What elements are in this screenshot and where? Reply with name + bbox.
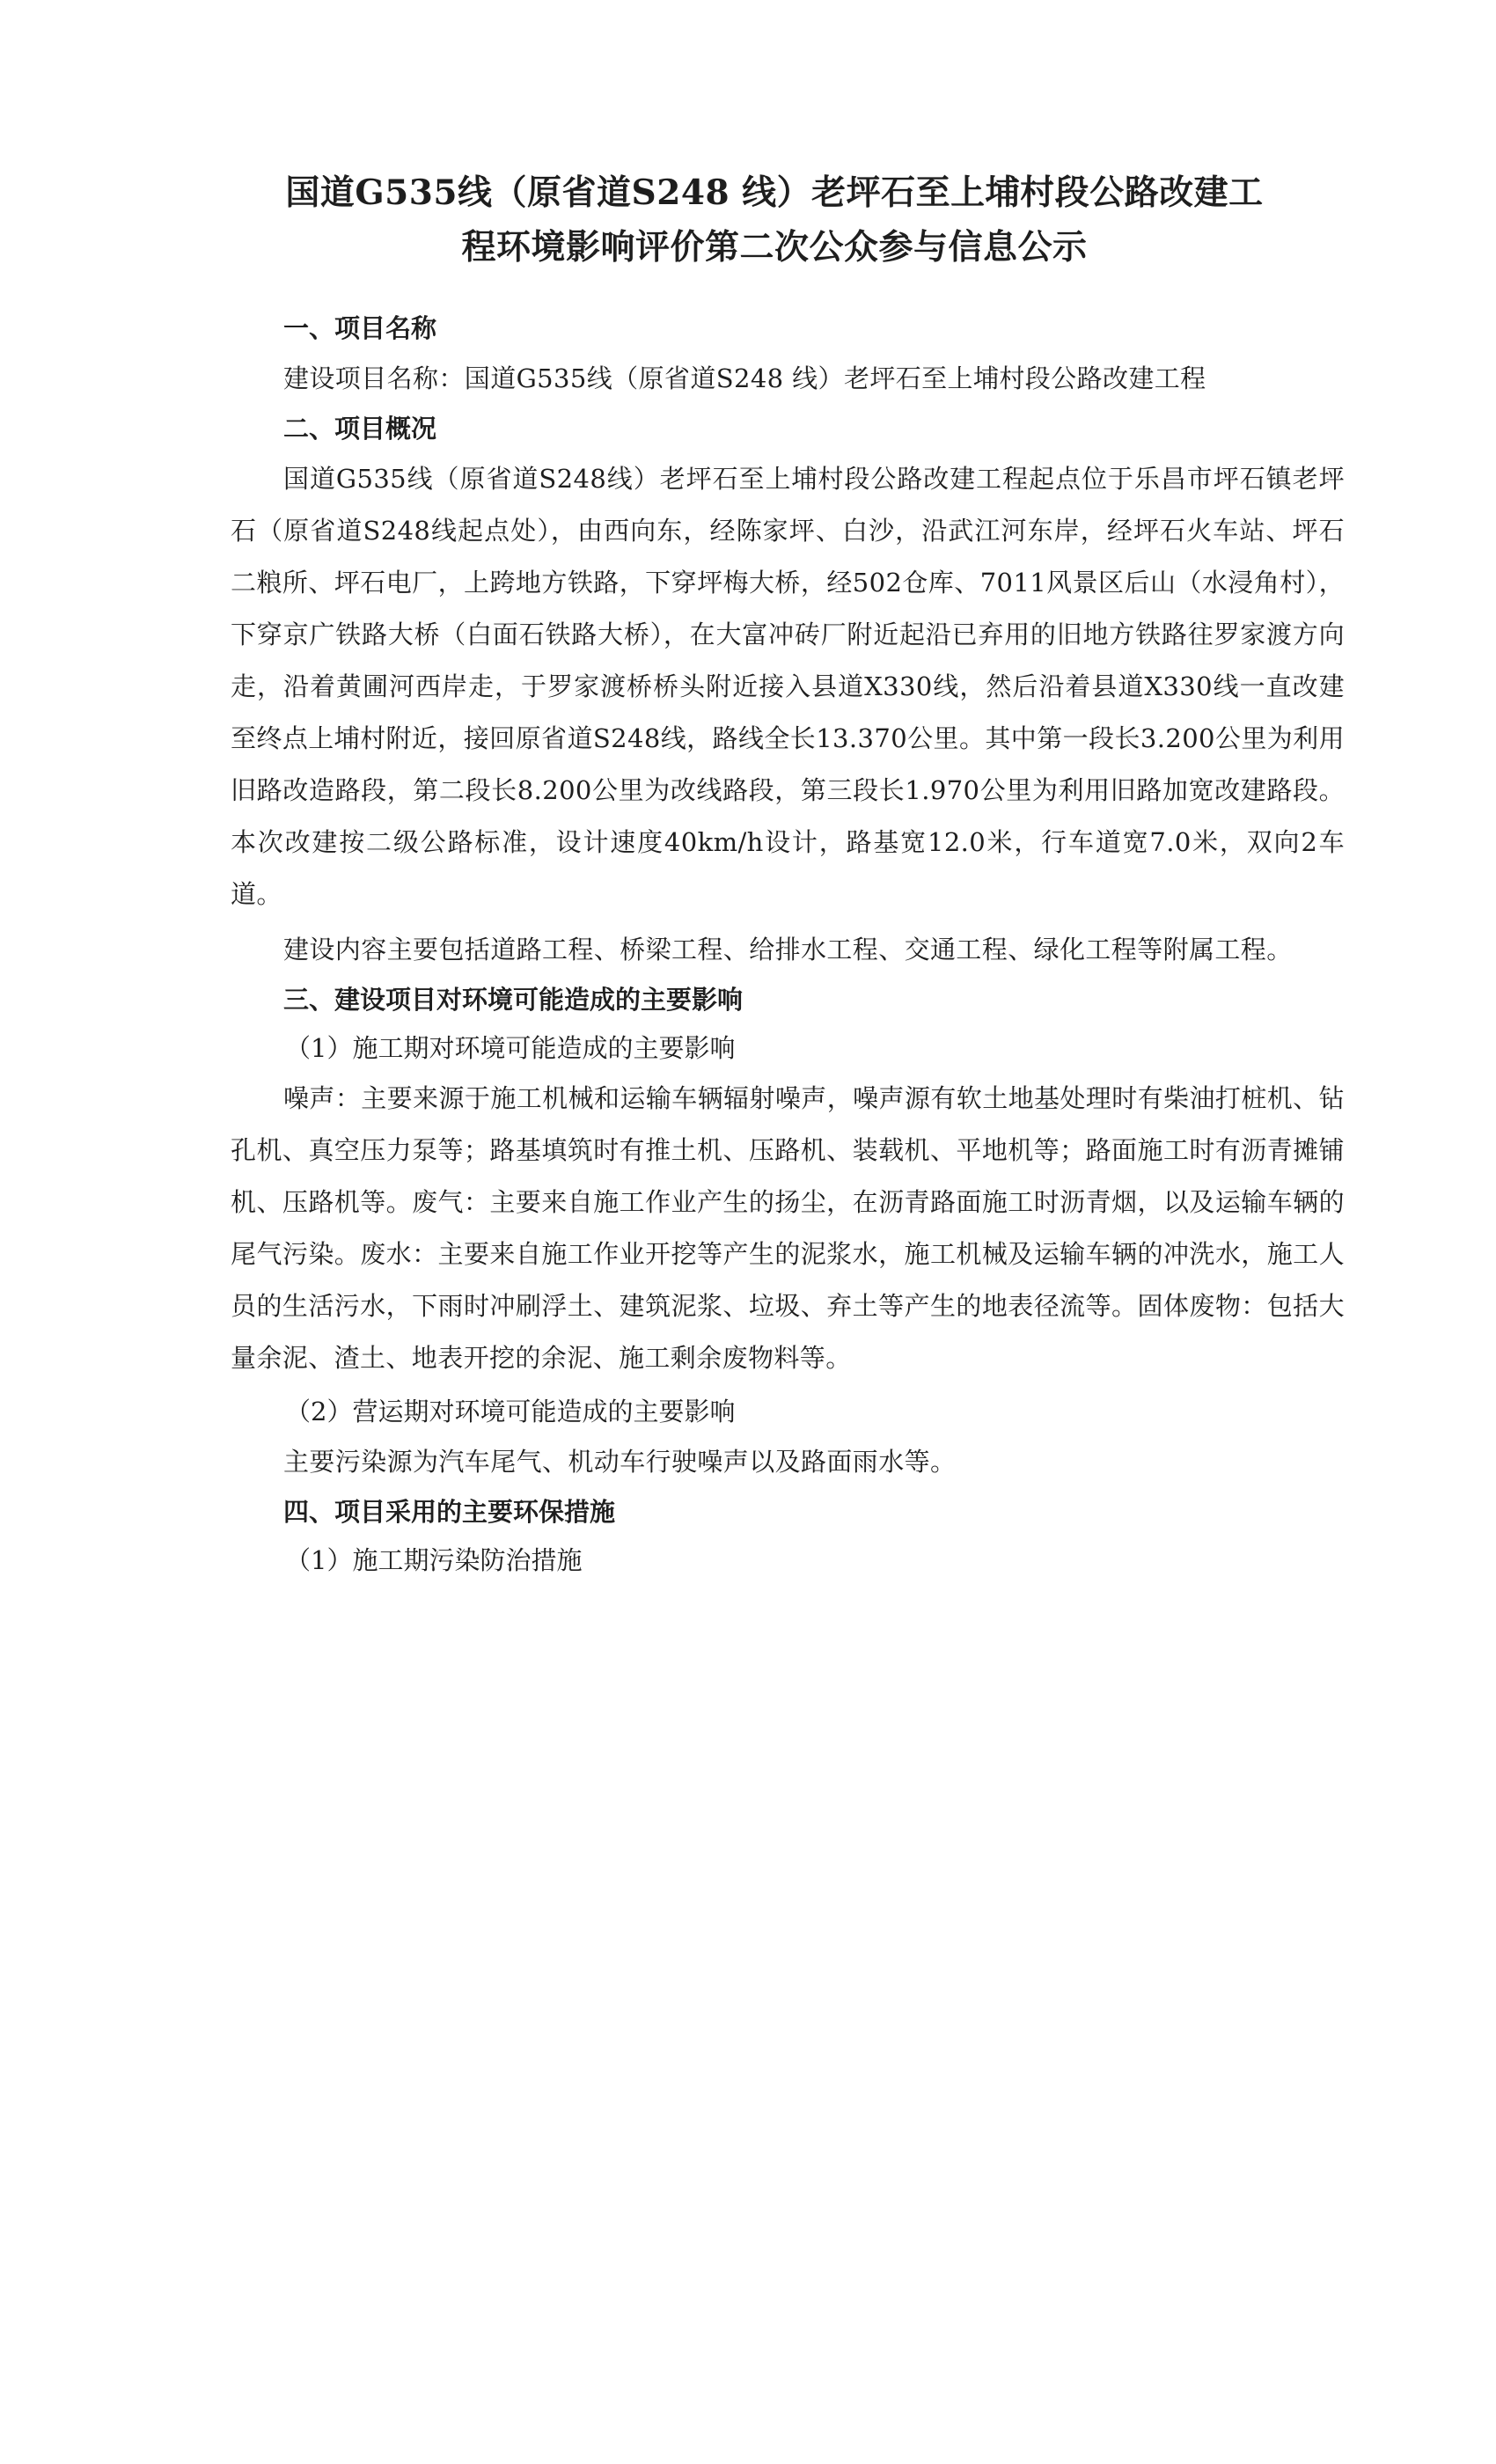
subheading-operation-impact: （2）营运期对环境可能造成的主要影响	[285, 1397, 736, 1426]
section-heading-project-overview: 二、项目概况	[283, 414, 437, 444]
project-overview-paragraph: 国道G535线（原省道S248线）老坪石至上埔村段公路改建工程起点位于乐昌市坪石镇老坪石（原省道S248线起点处），由西向东，经陈家坪、白沙，沿武江河东岸，经坪石火车站、坪石二粮所、坪石电厂，上跨地方铁路，下穿坪梅大桥，经502仓库、7011风景区后山（水浸角村），下穿京广铁路大桥（白面石铁路大桥），在大富冲砖厂附近起沿已弃用的旧地方铁路往罗家渡方向走，沿着黄圃河西岸走，于罗家渡桥桥头附近接入县道X330线，然后沿着县道X330线一直改建至终点上埔村附近，接回原省道S248线，路线全长13.370公里。其中第一段长3.200公里为利用旧路改造路段，第二段长8.200公里为改线路段，第三段长1.970公里为利用旧路加宽改建路段。本次改建按二级公路标准，设计速度40km/h设计，路基宽12.0米，行车道宽7.0米，双向2车道。	[231, 464, 1345, 909]
document-body	[231, 304, 1345, 1585]
construction-impact-paragraph: 噪声：主要来源于施工机械和运输车辆辐射噪声，噪声源有软土地基处理时有柴油打桩机、钻孔机、真空压力泵等；路基填筑时有推土机、压路机、装载机、平地机等；路面施工时有沥青摊铺机、压路机等。废气：主要来自施工作业产生的扬尘，在沥青路面施工时沥青烟，以及运输车辆的尾气污染。废水：主要来自施工作业开挖等产生的泥浆水，施工机械及运输车辆的冲洗水，施工人员的生活污水，下雨时冲刷浮土、建筑泥浆、垃圾、弃土等产生的地表径流等。固体废物：包括大量余泥、渣土、地表开挖的余泥、施工剩余废物料等。	[231, 1083, 1345, 1373]
project-name-text: 建设项目名称：国道G535线（原省道S248 线）老坪石至上埔村段公路改建工程	[283, 363, 1206, 393]
construction-content-paragraph: 建设内容主要包括道路工程、桥梁工程、给排水工程、交通工程、绿化工程等附属工程。	[283, 935, 1293, 964]
title-line-1: 国道G535线（原省道S248 线）老坪石至上埔村段公路改建工	[285, 172, 1264, 213]
subheading-construction-impact: （1）施工期对环境可能造成的主要影响	[285, 1033, 736, 1063]
section-heading-environmental-impact: 三、建设项目对环境可能造成的主要影响	[283, 985, 744, 1015]
operation-impact-paragraph: 主要污染源为汽车尾气、机动车行驶噪声以及路面雨水等。	[283, 1447, 957, 1477]
section-heading-protection-measures: 四、项目采用的主要环保措施	[283, 1497, 616, 1527]
document-title	[220, 165, 1329, 275]
title-line-2: 程环境影响评价第二次公众参与信息公示	[461, 227, 1088, 268]
section-heading-project-name: 一、项目名称	[283, 313, 437, 343]
subheading-construction-prevention: （1）施工期污染防治措施	[285, 1545, 583, 1575]
